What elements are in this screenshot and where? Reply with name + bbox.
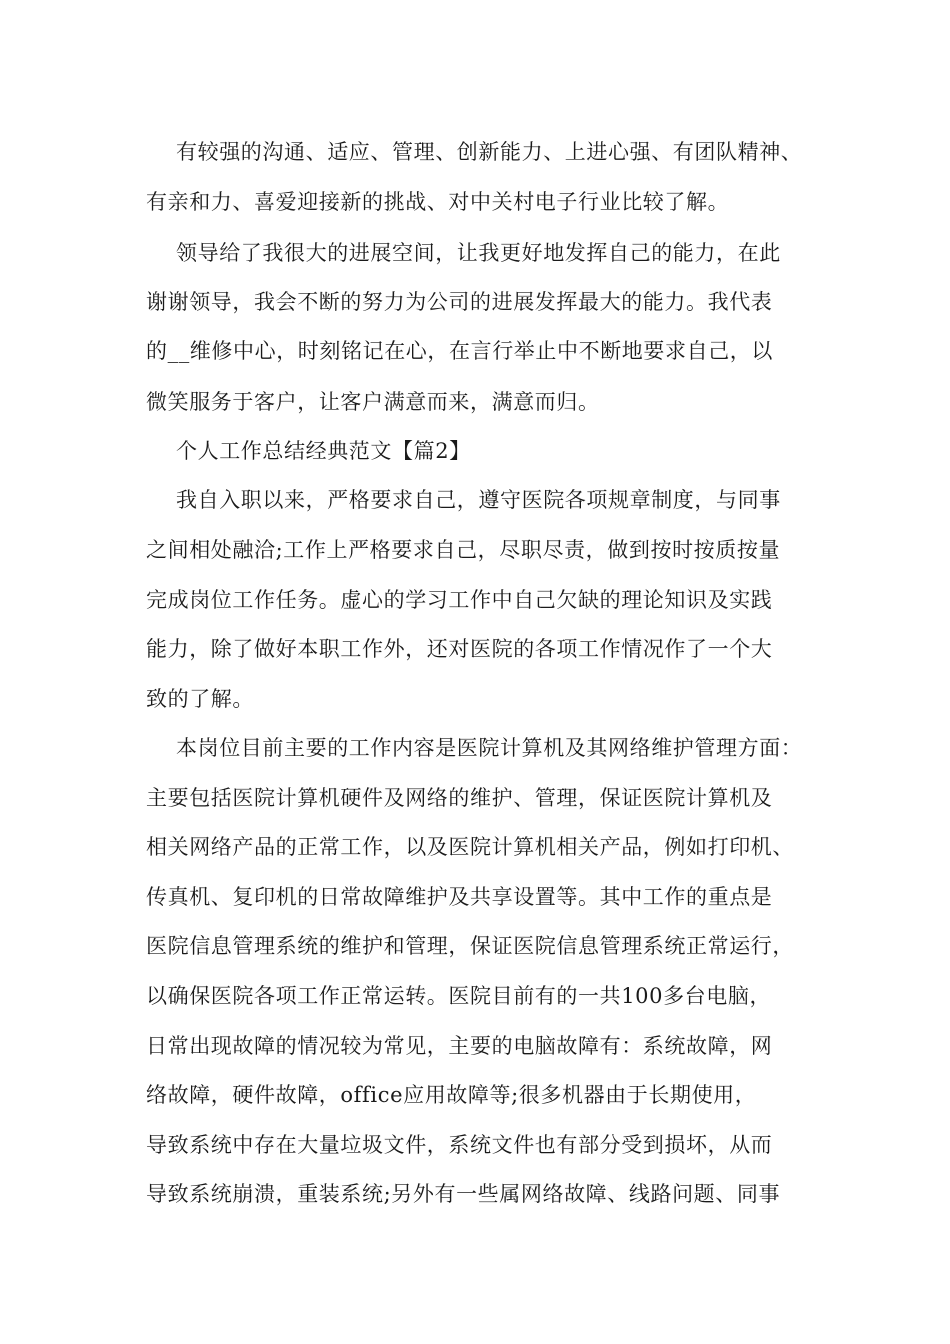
paragraph-line: 能力，除了做好本职工作外，还对医院的各项工作情况作了一个大 <box>146 637 773 661</box>
paragraph-line: 日常出现故障的情况较为常见，主要的电脑故障有：系统故障，网 <box>146 1034 773 1058</box>
paragraph-line: 导致系统中存在大量垃圾文件，系统文件也有部分受到损坏，从而 <box>146 1133 773 1157</box>
paragraph-line: 有亲和力、喜爱迎接新的挑战、对中关村电子行业比较了解。 <box>146 190 730 214</box>
paragraph-line: 领导给了我很大的进展空间，让我更好地发挥自己的能力，在此 <box>176 241 781 265</box>
paragraph-line: 我自入职以来，严格要求自己，遵守医院各项规章制度，与同事 <box>176 488 781 512</box>
paragraph-line: 以确保医院各项工作正常运转。医院目前有的一共100多台电脑， <box>146 984 772 1008</box>
paragraph-line: 络故障，硬件故障，office应用故障等;很多机器由于长期使用， <box>146 1083 757 1107</box>
paragraph-line: 完成岗位工作任务。虚心的学习工作中自己欠缺的理论知识及实践 <box>146 588 773 612</box>
paragraph-line: 之间相处融洽;工作上严格要求自己，尽职尽责，做到按时按质按量 <box>146 538 781 562</box>
paragraph-line: 本岗位目前主要的工作内容是医院计算机及其网络维护管理方面： <box>176 736 803 760</box>
paragraph-line: 相关网络产品的正常工作，以及医院计算机相关产品，例如打印机、 <box>146 835 794 859</box>
paragraph-line: 致的了解。 <box>146 687 254 711</box>
paragraph-line: 的__维修中心，时刻铭记在心，在言行举止中不断地要求自己，以 <box>146 339 773 363</box>
paragraph-line: 微笑服务于客户，让客户满意而来，满意而归。 <box>146 390 600 414</box>
paragraph-line: 有较强的沟通、适应、管理、创新能力、上进心强、有团队精神、 <box>176 140 803 164</box>
paragraph-line: 传真机、复印机的日常故障维护及共享设置等。其中工作的重点是 <box>146 885 773 909</box>
paragraph-line: 导致系统崩溃，重装系统;另外有一些属网络故障、线路问题、同事 <box>146 1182 781 1206</box>
paragraph-line: 医院信息管理系统的维护和管理，保证医院信息管理系统正常运行， <box>146 934 794 958</box>
paragraph-line: 谢谢领导，我会不断的努力为公司的进展发挥最大的能力。我代表 <box>146 290 773 314</box>
section-heading: 个人工作总结经典范文【篇2】 <box>176 439 471 463</box>
paragraph-line: 主要包括医院计算机硬件及网络的维护、管理，保证医院计算机及 <box>146 786 773 810</box>
